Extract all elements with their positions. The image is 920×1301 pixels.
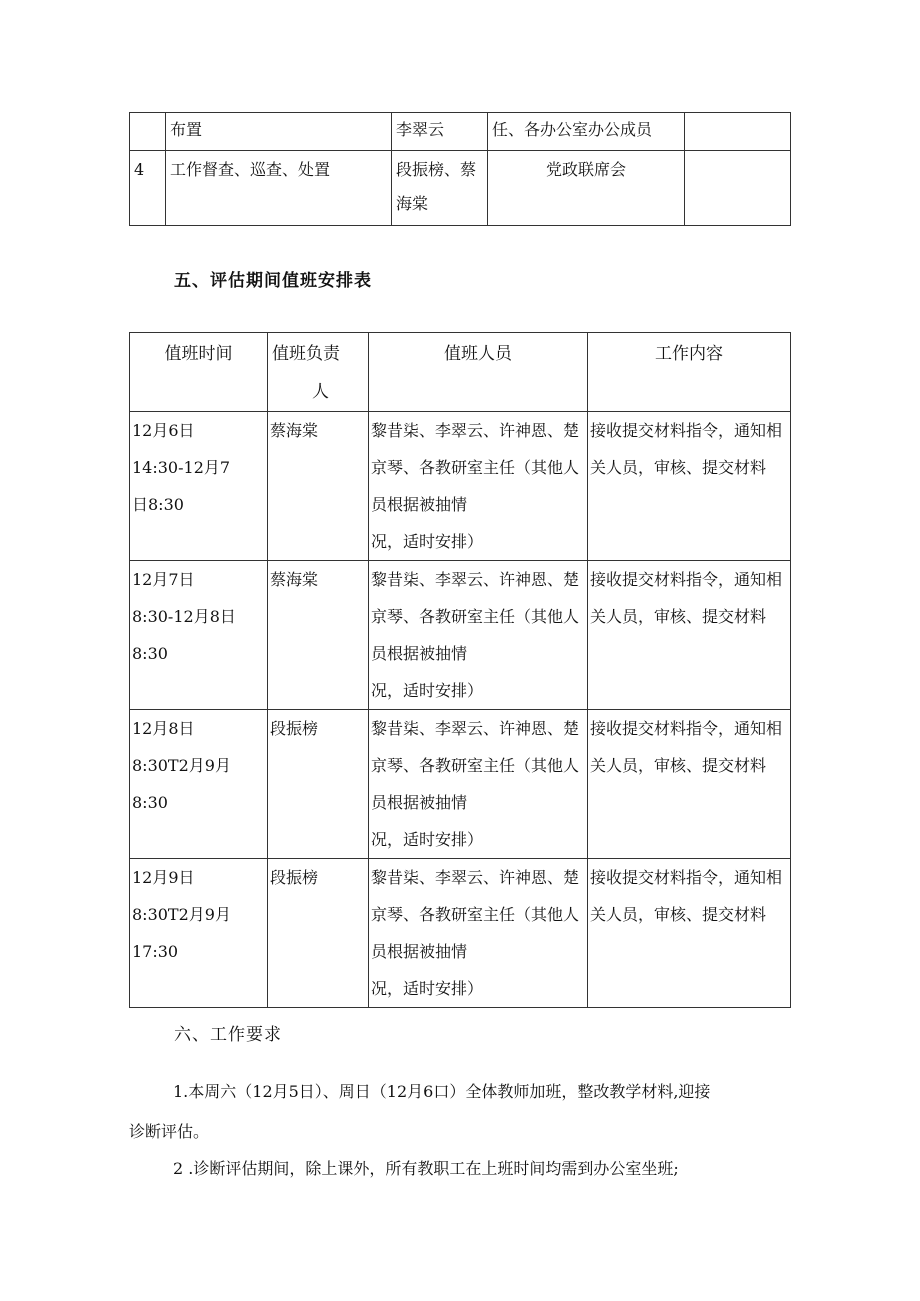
time-cell xyxy=(130,859,268,1008)
staff-cell-line: 况，适时安排） xyxy=(371,532,484,551)
time-cell-line: 日8:30 xyxy=(132,495,184,514)
staff-cell-line: 员根据被抽情 xyxy=(371,644,468,663)
staff-cell xyxy=(369,561,588,710)
time-cell-line: 8:30T2月9月 xyxy=(132,905,231,924)
staff-cell xyxy=(369,412,588,561)
participants-cell: 任、各办公室办公成员 xyxy=(488,113,685,151)
staff-cell-line: 员根据被抽情 xyxy=(371,942,468,961)
staff-cell-line: 员根据被抽情 xyxy=(371,495,468,514)
leader-cell: 蔡海棠 xyxy=(268,561,369,710)
content-cell xyxy=(588,561,791,710)
header-staff: 值班人员 xyxy=(369,333,588,412)
staff-cell-line: 黎昔柒、李翠云、许神恩、楚 xyxy=(371,421,580,440)
content-cell-line: 接收提交材料指令，通知相 xyxy=(590,570,783,589)
content-cell xyxy=(588,859,791,1008)
content-cell-line: 关人员，审核、提交材料 xyxy=(590,607,767,626)
content-cell-line: 关人员，审核、提交材料 xyxy=(590,756,767,775)
time-cell-line: 8:30 xyxy=(132,644,168,663)
staff-cell-line: 员根据被抽情 xyxy=(371,793,468,812)
staff-cell-line: 黎昔柒、李翠云、许神恩、楚 xyxy=(371,719,580,738)
content-cell-line: 关人员，审核、提交材料 xyxy=(590,905,767,924)
time-cell-line: 12月9日 xyxy=(132,868,195,887)
header-leader-line: 值班负责 xyxy=(272,344,340,364)
staff-cell-line: 黎昔柒、李翠云、许神恩、楚 xyxy=(371,570,580,589)
row-number: 4 xyxy=(130,151,166,226)
section-5-heading: 五、评估期间值班安排表 xyxy=(174,271,372,291)
time-cell-line: 12月8日 xyxy=(132,719,195,738)
staff-cell-line: 京琴、各教研室主任（其他人 xyxy=(371,607,580,626)
row-number xyxy=(130,113,166,151)
table-row xyxy=(130,113,791,151)
note-cell xyxy=(685,151,791,226)
requirement-1-line-2: 诊断评估。 xyxy=(129,1122,210,1141)
header-leader xyxy=(268,333,369,412)
time-cell-line: 12月7日 xyxy=(132,570,195,589)
time-cell-line: 8:30T2月9月 xyxy=(132,756,231,775)
time-cell xyxy=(130,412,268,561)
participants-cell: 党政联席会 xyxy=(488,151,685,226)
content-cell-line: 接收提交材料指令，通知相 xyxy=(590,868,783,887)
staff-cell xyxy=(369,859,588,1008)
time-cell-line: 12月6日 xyxy=(132,421,195,440)
staff-cell xyxy=(369,710,588,859)
table-row xyxy=(130,151,791,226)
task-cell: 工作督查、巡查、处置 xyxy=(166,151,392,226)
content-cell xyxy=(588,412,791,561)
leader-cell: 段振榜 xyxy=(268,710,369,859)
requirement-1 xyxy=(129,1072,790,1152)
time-cell-line: 8:30 xyxy=(132,793,168,812)
duty-schedule-table xyxy=(129,332,791,1008)
content-cell-line: 关人员，审核、提交材料 xyxy=(590,458,767,477)
time-cell xyxy=(130,561,268,710)
person-cell: 李翠云 xyxy=(392,113,488,151)
person-line: 段振榜、蔡 xyxy=(396,160,477,179)
staff-cell-line: 京琴、各教研室主任（其他人 xyxy=(371,905,580,924)
person-line: 海棠 xyxy=(396,194,429,213)
table-row xyxy=(130,561,791,710)
header-leader-line: 人 xyxy=(312,382,329,402)
staff-cell-line: 黎昔柒、李翠云、许神恩、楚 xyxy=(371,868,580,887)
note-cell xyxy=(685,113,791,151)
time-cell-line: 8:30-12月8日 xyxy=(132,607,236,626)
person-cell xyxy=(392,151,488,226)
time-cell-line: 14:30-12月7 xyxy=(132,458,231,477)
task-cell: 布置 xyxy=(166,113,392,151)
requirement-1-line-1: 1.本周六（12月5日）、周日（12月6口）全体教师加班，整改教学材料,迎接 xyxy=(173,1082,711,1101)
requirement-2: 2 .诊断评估期间，除上课外，所有教职工在上班时间均需到办公室坐班; xyxy=(173,1159,679,1178)
header-time: 值班时间 xyxy=(130,333,268,412)
leader-cell: 段振榜 xyxy=(268,859,369,1008)
time-cell xyxy=(130,710,268,859)
staff-cell-line: 京琴、各教研室主任（其他人 xyxy=(371,756,580,775)
header-content: 工作内容 xyxy=(588,333,791,412)
section-6-heading: 六、工作要求 xyxy=(174,1025,282,1045)
staff-cell-line: 京琴、各教研室主任（其他人 xyxy=(371,458,580,477)
table-row xyxy=(130,710,791,859)
header-row xyxy=(130,333,791,412)
content-cell-line: 接收提交材料指令，通知相 xyxy=(590,421,783,440)
table-row xyxy=(130,859,791,1008)
staff-cell-line: 况，适时安排） xyxy=(371,830,484,849)
table-row xyxy=(130,412,791,561)
staff-cell-line: 况，适时安排） xyxy=(371,681,484,700)
leader-cell: 蔡海棠 xyxy=(268,412,369,561)
staff-cell-line: 况，适时安排） xyxy=(371,979,484,998)
content-cell xyxy=(588,710,791,859)
content-cell-line: 接收提交材料指令，通知相 xyxy=(590,719,783,738)
time-cell-line: 17:30 xyxy=(132,942,179,961)
task-table xyxy=(129,112,791,226)
